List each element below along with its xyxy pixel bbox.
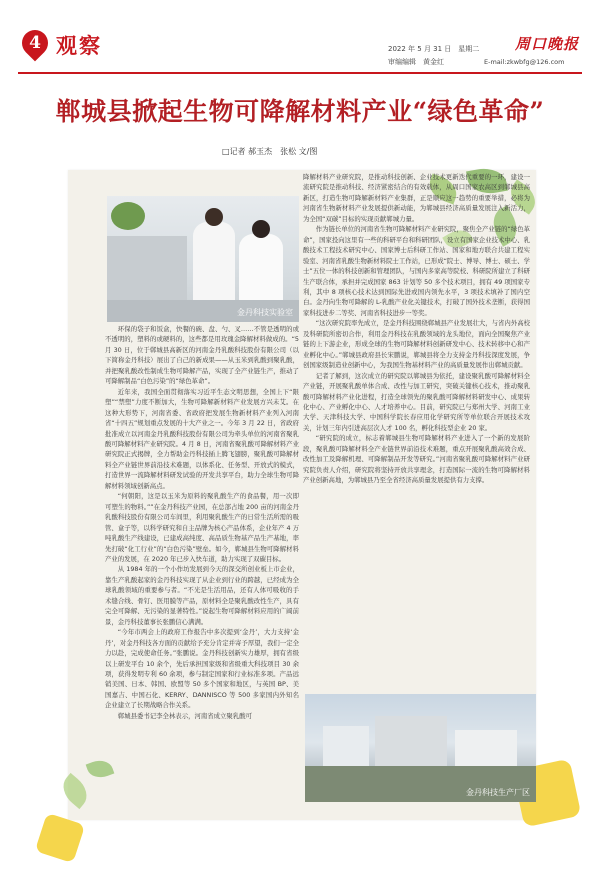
paragraph: 近年来，我国全面贯彻落实习近平生态文明思想，全国上下“限塑”“禁塑”力度不断加大，生物可降解新材料产业发展方兴未艾。在这种大形势下，河南省委、省政府把发展生物新材料产业列入河南省“十四五”规划重点发展的十大产业之一。今年 3 月 22 日，省政府批准成立以河南金丹乳酸科技股份有限公司为牵头单位的河南省聚乳酸可降解材料产业研究院。4 月 8 日，河南省聚乳酸可降解材料产业研究院正式揭牌，全力帮助金丹科技插上腾飞翅膀，聚乳酸可降解材料全产业链世界前沿技术难题，以体系化、任务型、开放式的模式，打造世界一流降解材料研发试验的开发共享平台，助力全球生物可降解材料领域创新高点。	[105, 387, 299, 490]
paragraph: “今年市两会上的政府工作报告中多次提到‘金丹’，大力支持‘金丹’，对金丹科技各方面的贡献给予充分肯定并寄予厚望，我们一定全力以赴，完成使命任务。”张鹏说。金丹科技创新实力雄厚，拥有省级以上研发平台 10 余个，先后承担国家级和省级重大科技项目 30 余项，获得发明专利 60 余项，参与制定国家和行业标准多项。产品远销美国、日本、韩国、欧盟等 50 多个国家和地区，与英国 BP、美国嘉吉、中国石化、KERRY、DANNISCO 等 500 多家国内外知名企业建立了长期战略合作关系。	[105, 628, 299, 710]
paragraph: 记者了解到，这次成立的研究院以郸城县为依托，建设聚乳酸可降解材料全产业链，开展聚乳酸单体合成、改性与加工研究，突破关键核心技术，推动聚乳酸可降解材料产业化进程，打造全球领先的聚乳酸可降解材料研发中心、成果转化中心、产业孵化中心、人才培养中心。目前，研究院已与郑州大学、河南工业大学、天津科技大学、中国科学院长春应用化学研究所等单位联合开展技术攻关，计划三年内引进高层次人才 100 名，孵化科技型企业 20 家。	[303, 371, 530, 432]
newspaper-masthead: 周口晚报	[515, 35, 580, 53]
contact-email: E-mail:zkwbfg@126.com	[484, 58, 565, 66]
paragraph: “何朝阳，这是以玉米为原料的聚乳酸生产的食品餐，用一次即可塑生的物料。””在金丹科技产业园，在总部占地 200 亩的河南金丹乳酸科技股份有限公司车间里，利用聚乳酸生产的日常生活所需的吸管、盒子等，以科学研究和自主品牌为核心产品体系，企业年产 4 万吨乳酸生产线建设，已建成高纯度、高品质生物基产品生产基地，率先打破“化工行业”的“白色污染”壁垒。如今，郸城县生物可降解材料产业的发展，在 2020 年已步入快车道，助力实现了双碳目标。	[105, 492, 299, 563]
paragraph: “研究院的成立，标志着郸城县生物可降解材料产业进入了一个新的发展阶段，聚乳酸可降解材料全产业链世界前沿技术难题，重点开展聚乳酸高效合成、改性加工及降解机理、可降解制品开发等研究。”河南省聚乳酸可降解材料产业研究院负责人介绍，研究院将坚持开放共享理念，打造国际一流的生物可降解材料产业创新高地，为郸城县乃至全省经济高质量发展提供有力支撑。	[303, 434, 530, 485]
lab-photo-caption: 金丹科技实验室	[237, 308, 293, 317]
quote-mark-icon	[35, 813, 85, 863]
page-number-badge	[17, 25, 54, 62]
paragraph: “这次研究院率先成立，是金丹科技围绕郸城县产业发展壮大，与省内外高校及科研院所密切合作，利用金丹科技在乳酸领域的龙头地位，面向全国聚焦产业链的上下游企业，形成全球的生物可降解材料创新研发中心、技术转移中心和产业孵化中心。”郸城县政府县长宋鹏说，郸城县将全力支持金丹科技深度发展，争创国家级制造业创新中心，为我国生物基材料产业的高质量发展作出郸城贡献。	[303, 319, 530, 370]
article-byline: □记者 郝玉杰 张松 文/图	[222, 147, 318, 156]
paragraph: 环保的袋子和饭盒，快餐的碗、盘、勺、叉……不管是透明的或不透明的，塑料的或硬料的，这些都是用玫瑰金降解材料做成的。“5 月 30 日，位于郸城县高新区的河南金丹乳酸科技股份有限公司（以下简称金丹科技）展出了自己的新成果——从玉米到乳酸到聚乳酸，并把聚乳酸改性制成生物可降解产品，实现了全产业链生产，推动了可降解制品“白色污染”的“绿色革命”。	[105, 325, 299, 386]
paragraph: 作为链长单位的河南省生物可降解材料产业研究院，聚焦全产业链的“绿色革命”，国家投向这里有一些的科研平台和科研团队，设立有国家企业技术中心、乳酸技术工程技术研究中心、国家博士后科研工作站、国家和地方联合共建工程实验室、河南省乳酸生物新材料院士工作站，已形成“院士、博导、博士、硕士、学士”五位一体的科技创新和管理团队，与国内多家高等院校、科研院所建立了科研生产联合体，承担并完成国家 863 计划等 50 多个技术项目，拥有 49 项国家专利，其中 8 项核心技术达到国际先进或国内领先水平，3 项技术填补了国内空白。金丹向生物可降解的 L-乳酸产业化关键技术，打破了国外技术垄断，获得国家科技进步二等奖、河南省科技进步一等奖。	[303, 225, 530, 317]
editor-credit: 审编编辑 黄金红	[388, 58, 444, 66]
paragraph: 降解材料产业研究院，是推动科技创新、企业技术更新迭代重要的一环，建设一流研究院是推动科技、经济紧密结合的有效载体，从周口国家农高区到郸城县高新区，打造生物可降解新材料产业集群，正是顺应这一趋势的重要举措，必将为河南省生物新材料产业发展提供新动能，为郸城县经济高质量发展注入新活力，为全国“双碳”目标的实现贡献郸城力量。	[303, 173, 530, 223]
header-rule	[18, 72, 582, 74]
paragraph: 从 1984 年的一个小作坊发展到今天的深交所创业板上市企业，靠生产乳酸起家的金丹科技实现了从企业到行业的跨越，已经成为全球乳酸领域的重要参与者。“不光是生活用品，还有人体可吸收的手术缝合线、骨钉、医用膜等产品，原材料全是聚乳酸改性生产，具有完全可降解、无污染的显著特性。”说起生物可降解材料应用的广阔前景，金丹科技董事长张鹏信心满满。	[105, 565, 299, 626]
factory-photo	[305, 694, 536, 802]
article-body-left	[105, 324, 299, 812]
article-headline: 郸城县掀起生物可降解材料产业“绿色革命”	[55, 97, 545, 126]
paragraph: 郸城县委书记李全林表示，河南省成立聚乳酸可	[117, 711, 252, 720]
page-header	[0, 0, 600, 78]
lab-photo	[107, 196, 299, 322]
section-name: 观察	[56, 33, 102, 58]
article-body-right	[303, 172, 530, 692]
page-number: 4	[29, 33, 41, 53]
factory-photo-caption: 金丹科技生产厂区	[466, 788, 530, 797]
issue-date: 2022 年 5 月 31 日 星期二	[388, 45, 480, 53]
